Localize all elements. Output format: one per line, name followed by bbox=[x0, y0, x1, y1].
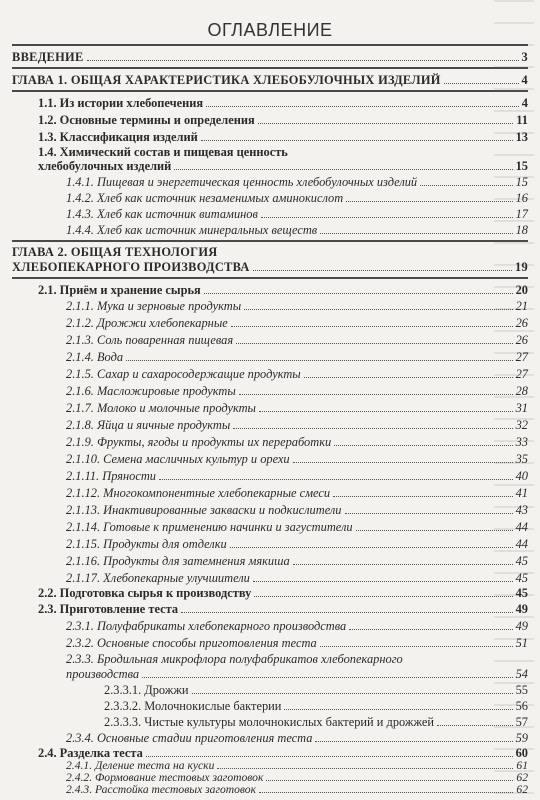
toc-entry[interactable]: 2.1.5. Сахар и сахаросодержащие продукты 27 bbox=[66, 367, 528, 381]
toc-entry[interactable]: 1.4.2. Хлеб как источник незаменимых аминокислот 16 bbox=[66, 191, 528, 205]
toc-entry[interactable]: 2.1.12. Многокомпонентные хлебопекарные смеси 41 bbox=[66, 486, 528, 500]
toc-entry[interactable]: 2.1.8. Яйца и яичные продукты 32 bbox=[66, 418, 528, 432]
toc-entry[interactable]: 2.1.13. Инактивированные закваски и подкислители 43 bbox=[66, 503, 528, 517]
rule bbox=[12, 240, 528, 242]
toc-entry[interactable]: 2.3. Приготовление теста 49 bbox=[38, 602, 528, 616]
toc-entry[interactable]: 2.1.14. Готовые к применению начинки и загустители 44 bbox=[66, 520, 528, 534]
toc-entry[interactable]: 1.2. Основные термины и определения 11 bbox=[38, 113, 528, 127]
toc-entry[interactable]: 2.4.3. Расстойка тестовых заготовок 62 bbox=[66, 783, 528, 796]
page-title: ОГЛАВЛЕНИЕ bbox=[207, 20, 333, 40]
toc-entry-wrapped[interactable]: 1.4. Химический состав и пищевая ценность bbox=[38, 145, 288, 159]
toc-entry[interactable]: 2.1.9. Фрукты, ягоды и продукты их переработки 33 bbox=[66, 435, 528, 449]
top-rule bbox=[12, 44, 528, 46]
toc-entry[interactable]: 2.1.11. Пряности 40 bbox=[66, 469, 528, 483]
toc-entry[interactable]: 2.1.1. Мука и зерновые продукты 21 bbox=[66, 299, 528, 313]
rule bbox=[12, 67, 528, 69]
toc-entry[interactable]: 1.1. Из истории хлебопечения 4 bbox=[38, 96, 528, 110]
toc-entry[interactable]: 2.1.6. Масложировые продукты 28 bbox=[66, 384, 528, 398]
toc-entry[interactable]: 1.4.3. Хлеб как источник витаминов 17 bbox=[66, 207, 528, 221]
rule bbox=[12, 277, 528, 279]
toc-entry[interactable]: производства 54 bbox=[66, 667, 528, 681]
toc-entry[interactable]: 2.1.7. Молоко и молочные продукты 31 bbox=[66, 401, 528, 415]
toc-entry[interactable]: 2.3.3.2. Молочнокислые бактерии 56 bbox=[104, 699, 528, 713]
toc-entry[interactable]: 2.3.1. Полуфабрикаты хлебопекарного производства 49 bbox=[66, 619, 528, 633]
toc-entry[interactable]: 2.1. Приём и хранение сырья 20 bbox=[38, 283, 528, 297]
toc-entry[interactable]: 2.1.16. Продукты для затемнения мякиша 45 bbox=[66, 554, 528, 568]
toc-entry[interactable]: 1.4.4. Хлеб как источник минеральных веществ 18 bbox=[66, 223, 528, 237]
toc-entry[interactable]: 2.2. Подготовка сырья к производству 45 bbox=[38, 586, 528, 600]
toc-entry[interactable]: хлебобулочных изделий 15 bbox=[38, 159, 528, 173]
toc-entry-chapter-2[interactable]: ГЛАВА 2. ОБЩАЯ ТЕХНОЛОГИЯ bbox=[12, 245, 218, 259]
toc-entry-wrapped[interactable]: 2.3.3. Бродильная микрофлора полуфабрикатов хлебопекарного bbox=[66, 652, 403, 666]
toc-entry[interactable]: 2.1.10. Семена масличных культур и орехи 35 bbox=[66, 452, 528, 466]
toc-entry[interactable]: 2.1.4. Вода 27 bbox=[66, 350, 528, 364]
toc-entry[interactable]: 2.1.17. Хлебопекарные улучшители 45 bbox=[66, 571, 528, 585]
toc-entry[interactable]: 2.4.1. Деление теста на куски 61 bbox=[66, 759, 528, 772]
toc-entry[interactable]: 2.1.3. Соль поваренная пищевая 26 bbox=[66, 333, 528, 347]
toc-entry[interactable]: 2.3.2. Основные способы приготовления теста 51 bbox=[66, 636, 528, 650]
rule bbox=[12, 90, 528, 92]
toc-entry-chapter-2-cont[interactable]: ХЛЕБОПЕКАРНОГО ПРОИЗВОДСТВА 19 bbox=[12, 260, 528, 274]
toc-entry[interactable]: 2.3.3.3. Чистые культуры молочнокислых бактерий и дрожжей 57 bbox=[104, 715, 528, 729]
toc-entry-chapter-1[interactable]: ГЛАВА 1. ОБЩАЯ ХАРАКТЕРИСТИКА ХЛЕБОБУЛОЧНЫХ ИЗДЕЛИЙ 4 bbox=[12, 73, 528, 87]
toc-entry[interactable]: 2.1.15. Продукты для отделки 44 bbox=[66, 537, 528, 551]
toc-entry[interactable]: 1.3. Классификация изделий 13 bbox=[38, 130, 528, 144]
toc-entry-introduction[interactable]: ВВЕДЕНИЕ 3 bbox=[12, 50, 528, 64]
toc-entry[interactable]: 2.3.4. Основные стадии приготовления теста 59 bbox=[66, 731, 528, 745]
toc-entry[interactable]: 2.3.3.1. Дрожжи 55 bbox=[104, 683, 528, 697]
toc-entry[interactable]: 2.1.2. Дрожжи хлебопекарные 26 bbox=[66, 316, 528, 330]
toc-entry[interactable]: 1.4.1. Пищевая и энергетическая ценность хлебобулочных изделий 15 bbox=[66, 175, 528, 189]
toc-entry[interactable]: 2.4. Разделка теста 60 bbox=[38, 746, 528, 760]
toc-entry[interactable]: 2.4.2. Формование тестовых заготовок 62 bbox=[66, 771, 528, 784]
